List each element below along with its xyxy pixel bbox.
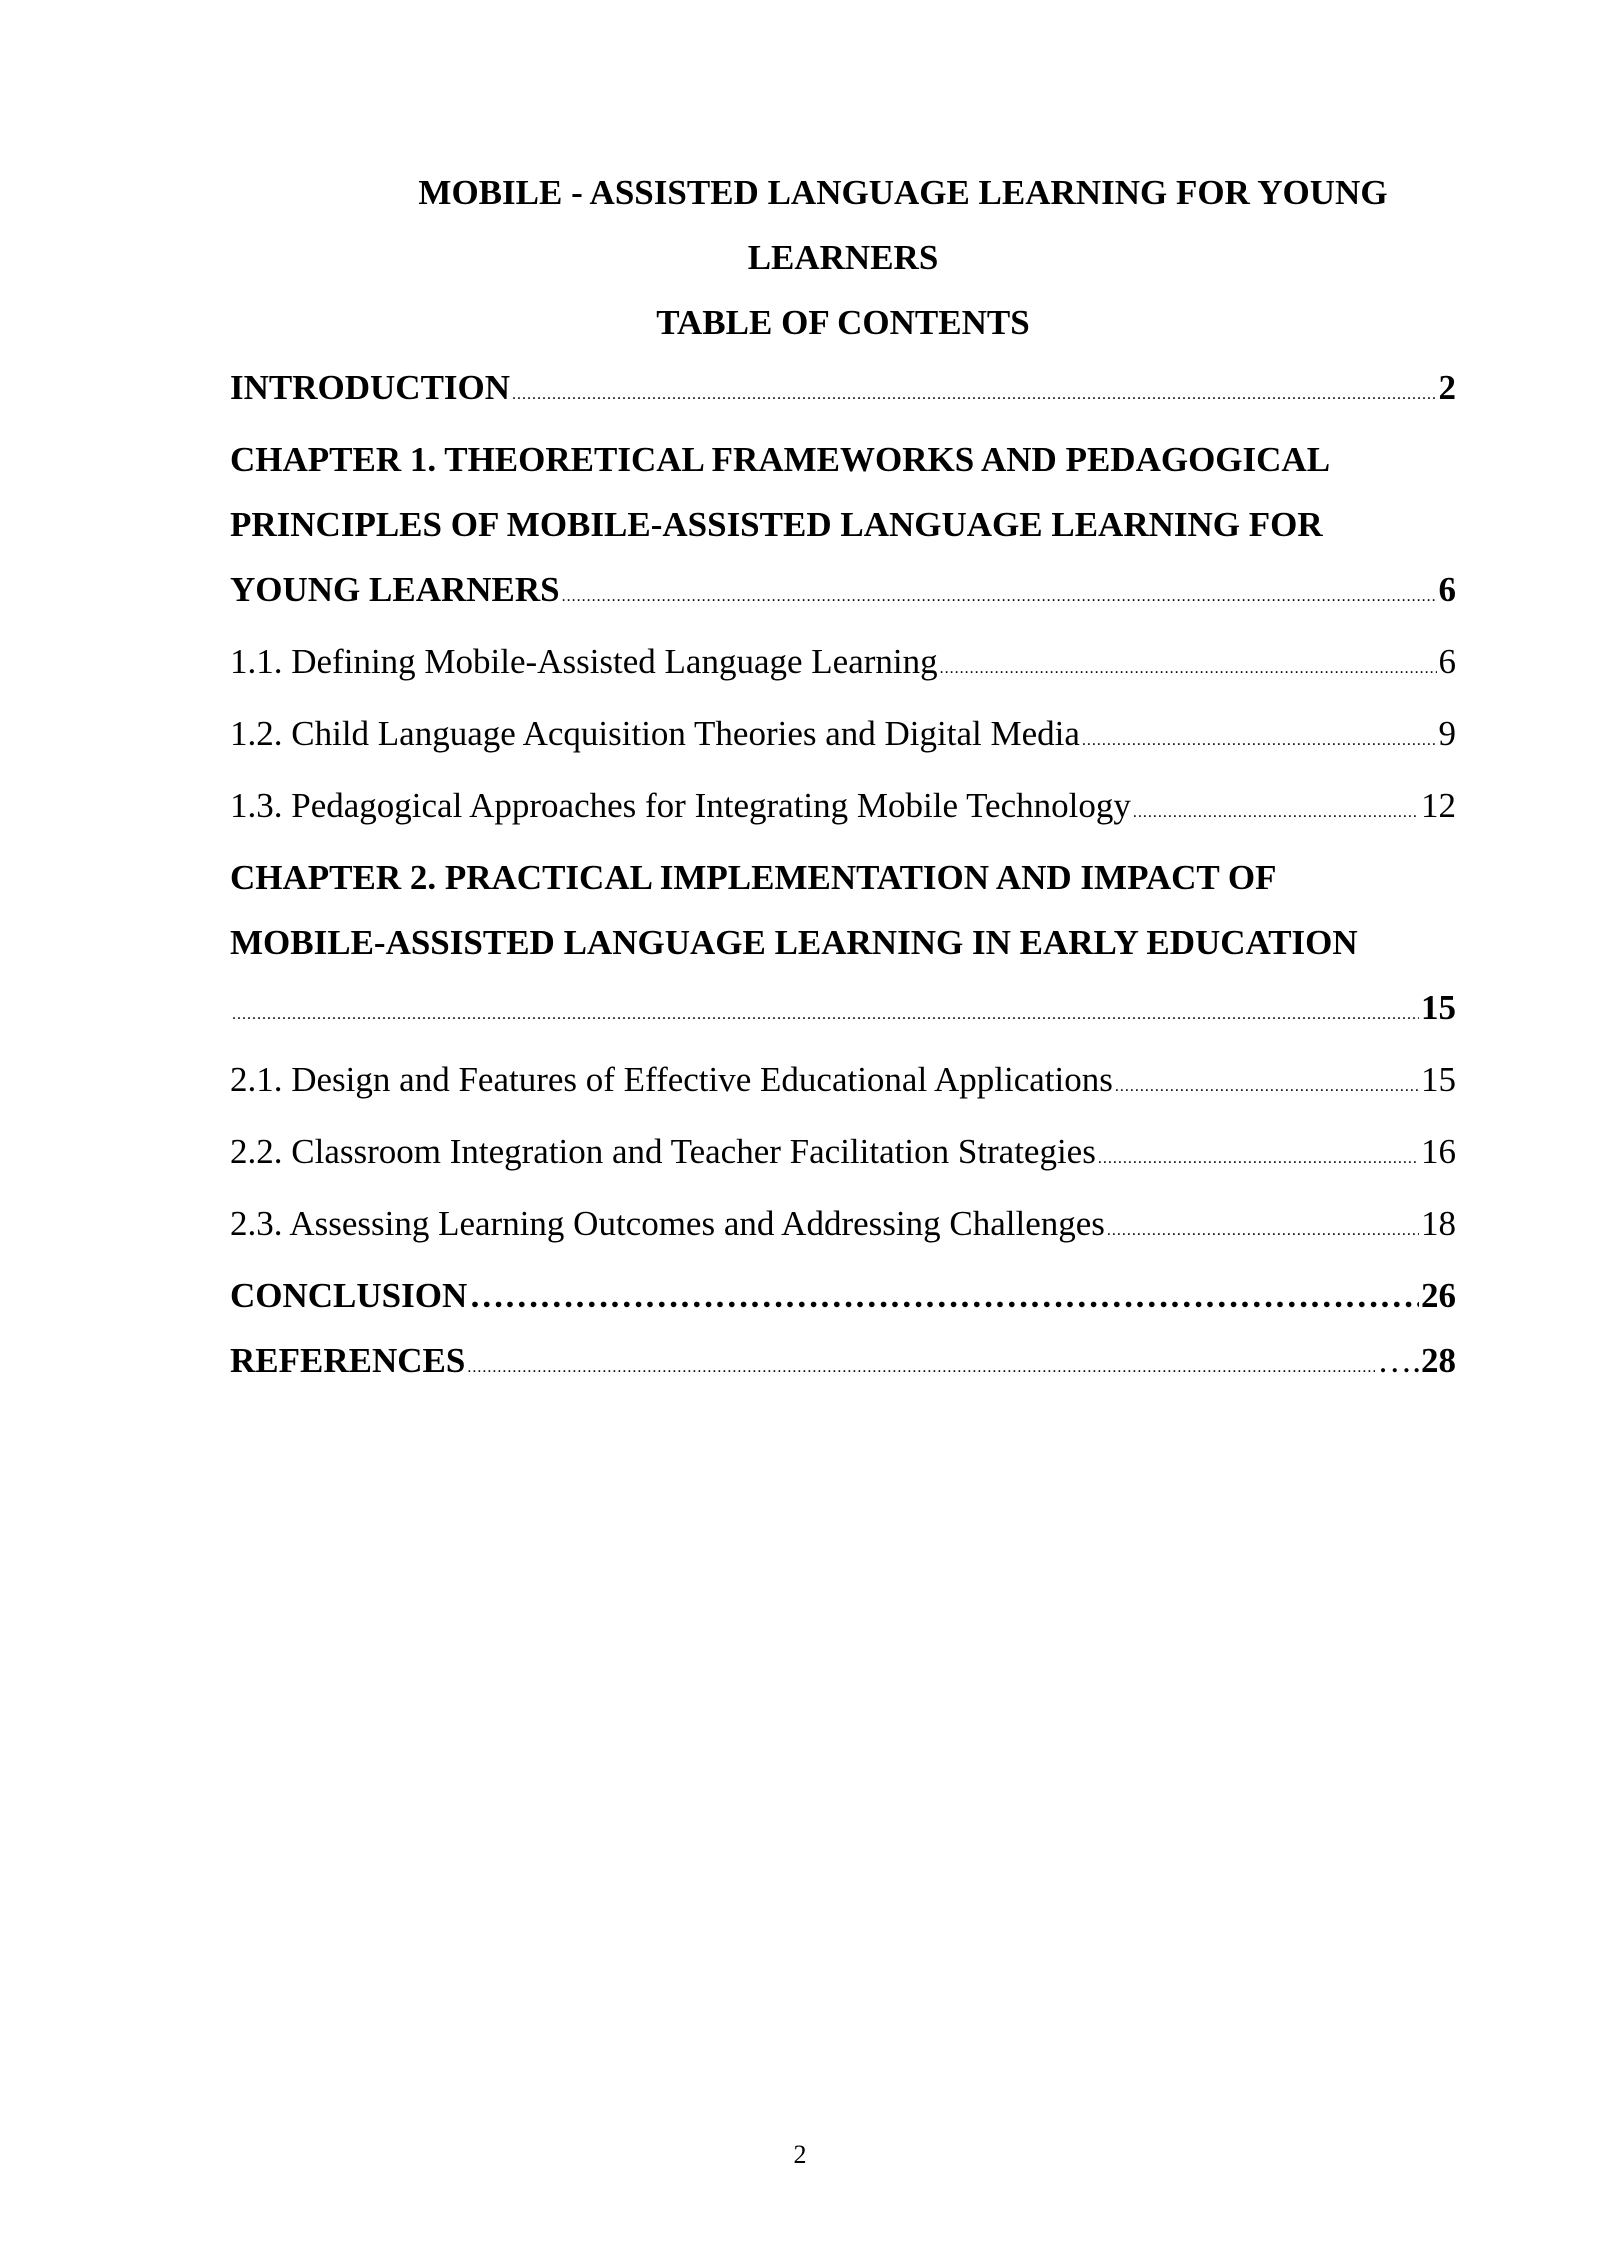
- toc-entry-label: 1.3. Pedagogical Approaches for Integrating Mobile Technology: [230, 786, 1131, 825]
- dot-leader: [1107, 1198, 1419, 1263]
- toc-entry-page: 2: [1438, 368, 1456, 407]
- toc-entry-label: 2.2. Classroom Integration and Teacher Facilitation Strategies: [230, 1132, 1096, 1171]
- toc-entry-2-3[interactable]: [230, 1191, 1456, 1263]
- dot-leader: [1098, 1126, 1419, 1191]
- dot-leader: [562, 564, 1437, 629]
- toc-entry-2-2[interactable]: [230, 1119, 1456, 1191]
- toc-entry-label-line: CHAPTER 2. PRACTICAL IMPLEMENTATION AND IMPACT OF: [230, 858, 1277, 897]
- dot-leader: [1115, 1054, 1419, 1119]
- toc-entry-label-line: MOBILE-ASSISTED LANGUAGE LEARNING IN EARLY EDUCATION: [230, 923, 1358, 962]
- document-title-line2: LEARNERS: [747, 238, 939, 277]
- document-page: [230, 160, 1456, 1400]
- toc-entry-label: CONCLUSION: [230, 1276, 468, 1315]
- toc-entry-1-1[interactable]: [230, 629, 1456, 701]
- dot-leader: [1133, 780, 1419, 845]
- toc-entry-page: 18: [1421, 1204, 1456, 1243]
- table-of-contents: [230, 355, 1456, 1400]
- toc-entry-label: INTRODUCTION: [230, 368, 511, 407]
- toc-entry-1-3[interactable]: [230, 773, 1456, 845]
- dot-leader: [469, 1263, 1419, 1328]
- toc-entry-label: 1.2. Child Language Acquisition Theories and Digital Media: [230, 714, 1080, 753]
- toc-entry-label: 2.1. Design and Features of Effective Educational Applications: [230, 1060, 1113, 1099]
- toc-entry-chapter-1[interactable]: [230, 427, 1456, 629]
- toc-entry-page: 15: [1421, 1060, 1456, 1099]
- document-title-line1: MOBILE - ASSISTED LANGUAGE LEARNING FOR YOUNG: [418, 173, 1388, 212]
- toc-entry-2-1[interactable]: [230, 1047, 1456, 1119]
- toc-heading: TABLE OF CONTENTS: [656, 303, 1030, 342]
- toc-entry-chapter-2[interactable]: [230, 845, 1456, 1047]
- toc-entry-label: 2.3. Assessing Learning Outcomes and Addressing Challenges: [230, 1204, 1105, 1243]
- toc-entry-label: 1.1. Defining Mobile-Assisted Language Learning: [230, 642, 938, 681]
- toc-entry-1-2[interactable]: [230, 701, 1456, 773]
- page-number: 2: [793, 2140, 807, 2169]
- toc-entry-page: 6: [1438, 642, 1456, 681]
- toc-entry-conclusion[interactable]: [230, 1263, 1456, 1328]
- toc-entry-page: 16: [1421, 1132, 1456, 1171]
- toc-entry-introduction[interactable]: [230, 355, 1456, 427]
- dot-leader: [512, 362, 1436, 427]
- toc-entry-page: 15: [1421, 988, 1456, 1027]
- toc-entry-page: 26: [1421, 1276, 1456, 1315]
- toc-entry-page: 6: [1438, 570, 1456, 609]
- dot-leader: [232, 982, 1419, 1047]
- toc-entry-label: REFERENCES: [230, 1341, 466, 1380]
- toc-entry-label-line: CHAPTER 1. THEORETICAL FRAMEWORKS AND PEDAGOGICAL: [230, 440, 1331, 479]
- dot-leader: [467, 1335, 1375, 1400]
- dot-leader: [940, 636, 1437, 701]
- toc-entry-references[interactable]: [230, 1328, 1456, 1400]
- toc-entry-page: 12: [1421, 786, 1456, 825]
- toc-entry-page: 9: [1438, 714, 1456, 753]
- toc-entry-page-prefix: ….: [1377, 1341, 1421, 1380]
- dot-leader: [1082, 708, 1437, 773]
- toc-entry-label: YOUNG LEARNERS: [230, 570, 560, 609]
- toc-entry-page: 28: [1421, 1341, 1456, 1380]
- toc-entry-label-line: PRINCIPLES OF MOBILE-ASSISTED LANGUAGE LEARNING FOR: [230, 505, 1323, 544]
